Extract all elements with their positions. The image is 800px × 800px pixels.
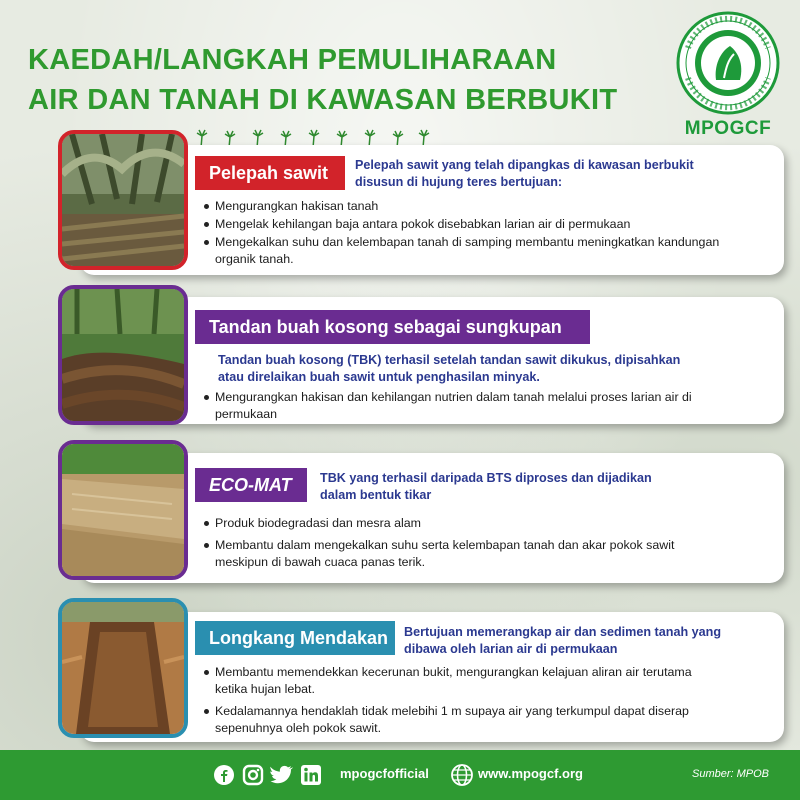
list-item: Kedalamannya hendaklah tidak melebihi 1 m supaya air yang terkumpul dapat diserap sepenuhnya oleh pokok sawit. bbox=[203, 703, 723, 737]
instagram-icon[interactable] bbox=[241, 763, 265, 787]
globe-icon bbox=[450, 763, 474, 787]
logo-name: MPOGCF bbox=[684, 118, 772, 139]
photo-longkang-mendakan bbox=[58, 598, 188, 738]
footer-bar bbox=[0, 750, 800, 800]
list-item: Mengurangkan hakisan dan kehilangan nutrien dalam tanah melalui proses larian air di permukaan bbox=[203, 389, 693, 423]
list-item: Mengekalkan suhu dan kelembapan tanah di samping membantu meningkatkan kandungan organik tanah. bbox=[203, 234, 763, 268]
section-intro-pelepah-sawit: Pelepah sawit yang telah dipangkas di kawasan berbukit disusun di hujung teres bertujuan: bbox=[355, 158, 694, 189]
source-credit: Sumber: MPOB bbox=[692, 768, 770, 780]
linkedin-icon[interactable] bbox=[299, 763, 323, 787]
social-icons bbox=[212, 763, 323, 787]
bullet-list-eco-mat bbox=[203, 515, 703, 572]
page-title bbox=[28, 40, 668, 120]
facebook-icon[interactable] bbox=[212, 763, 236, 787]
list-item: Membantu dalam mengekalkan suhu serta kelembapan tanah dan akar pokok sawit meskipun di bawah cuaca panas terik. bbox=[203, 537, 703, 571]
section-intro-longkang-mendakan: Bertujuan memerangkap air dan sedimen tanah yang dibawa oleh larian air di permukaan bbox=[404, 625, 722, 656]
photo-eco-mat bbox=[58, 440, 188, 580]
logo-emblem-icon bbox=[664, 8, 792, 118]
photo-tandan-buah-kosong bbox=[58, 285, 188, 425]
eco-mat-photo-icon bbox=[62, 444, 184, 576]
twitter-icon[interactable] bbox=[270, 763, 294, 787]
section-intro-tandan-buah-kosong: Tandan buah kosong (TBK) terhasil setelah tandan sawit dikukus, dipisahkan atau direlaikan buah sawit untuk penghasilan minyak. bbox=[218, 353, 681, 384]
section-heading-longkang-mendakan: Longkang Mendakan bbox=[195, 621, 395, 655]
title-line-2: AIR DAN TANAH DI KAWASAN BERBUKIT bbox=[28, 84, 618, 116]
website-link[interactable]: www.mpogcf.org bbox=[478, 766, 583, 781]
mpogcf-logo bbox=[664, 8, 792, 142]
empty-fruit-bunch-mulch-photo-icon bbox=[62, 289, 184, 421]
list-item: Mengurangkan hakisan tanah bbox=[203, 198, 763, 215]
section-heading-pelepah-sawit: Pelepah sawit bbox=[195, 156, 345, 190]
palm-fronds-photo-icon bbox=[62, 134, 184, 266]
bullet-list-longkang-mendakan bbox=[203, 664, 723, 738]
bullet-list-pelepah-sawit bbox=[203, 198, 763, 269]
list-item: Produk biodegradasi dan mesra alam bbox=[203, 515, 703, 532]
list-item: Membantu memendekkan kecerunan bukit, mengurangkan kelajuan aliran air terutama ketika hujan lebat. bbox=[203, 664, 723, 698]
section-heading-tandan-buah-kosong: Tandan buah kosong sebagai sungkupan bbox=[195, 310, 590, 344]
list-item: Mengelak kehilangan baja antara pokok disebabkan larian air di permukaan bbox=[203, 216, 763, 233]
title-line-1: KAEDAH/LANGKAH PEMULIHARAAN bbox=[28, 44, 557, 76]
section-intro-eco-mat: TBK yang terhasil daripada BTS diproses dan dijadikan dalam bentuk tikar bbox=[320, 471, 652, 502]
bullet-list-tandan-buah-kosong bbox=[203, 389, 693, 424]
photo-pelepah-sawit bbox=[58, 130, 188, 270]
silt-pit-drain-photo-icon bbox=[62, 602, 184, 734]
section-heading-eco-mat: ECO-MAT bbox=[195, 468, 307, 502]
social-handle[interactable]: mpogcfofficial bbox=[340, 766, 429, 781]
